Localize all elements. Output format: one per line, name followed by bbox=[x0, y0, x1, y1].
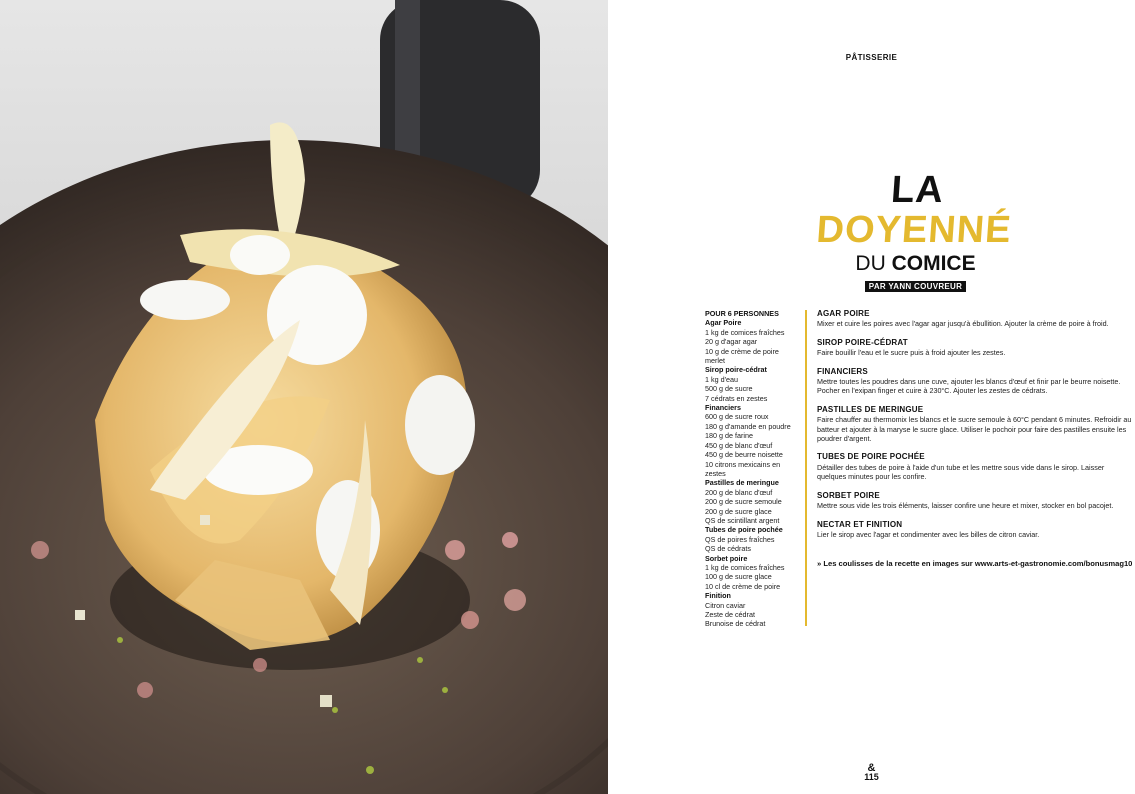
divider bbox=[805, 310, 807, 626]
ingredient-group-title: Sirop poire-cédrat bbox=[705, 365, 767, 375]
ingredient-line: QS de cédrats bbox=[705, 544, 751, 554]
bonus-link-prefix: » Les coulisses de la recette en images bbox=[817, 559, 959, 568]
page-number bbox=[608, 764, 1135, 782]
step-text: Faire bouillir l'eau et le sucre puis à froid ajouter les zestes. bbox=[817, 348, 1006, 358]
bonus-link-mid: sur bbox=[958, 559, 975, 568]
bonus-link[interactable] bbox=[817, 559, 1135, 568]
ingredient-line: QS de scintillant argent bbox=[705, 515, 780, 525]
recipe-title bbox=[808, 170, 1023, 294]
ingredient-line: 450 g de beurre noisette bbox=[705, 450, 783, 460]
step-text: Lier le sirop avec l'agar et condimenter avec les billes de citron caviar. bbox=[817, 529, 1040, 539]
step-item bbox=[817, 491, 1135, 511]
title-line-1 bbox=[805, 170, 1026, 250]
ingredient-line: 100 g de sucre glace bbox=[705, 572, 772, 582]
step-title: AGAR POIRE bbox=[817, 309, 870, 318]
ampersand-logo: & bbox=[867, 762, 876, 774]
step-item bbox=[817, 309, 1135, 329]
step-title: PASTILLES DE MERINGUE bbox=[817, 404, 924, 414]
step-title: TUBES DE POIRE POCHÉE bbox=[817, 452, 925, 462]
ingredient-line: merlet bbox=[705, 356, 725, 366]
ingredient-line: QS de poires fraîches bbox=[705, 534, 775, 544]
ingredient-line: 1 kg de comices fraîches bbox=[705, 327, 785, 337]
title-word-doyenne: DOYENNÉ bbox=[815, 209, 1014, 251]
ingredient-line: Citron caviar bbox=[705, 600, 746, 610]
ingredient-group-title: Pastilles de meringue bbox=[705, 478, 779, 488]
ingredient-group-title: Finition bbox=[705, 591, 731, 601]
ingredient-line: 1 kg de comices fraîches bbox=[705, 562, 785, 572]
ingredient-line: Zeste de cédrat bbox=[705, 610, 755, 619]
ingredient-line: 10 cl de crème de poire bbox=[705, 581, 781, 591]
ingredient-group-title: Tubes de poire pochée bbox=[705, 525, 783, 535]
step-item bbox=[817, 367, 1135, 396]
ingredient-line: 200 g de sucre glace bbox=[705, 506, 772, 516]
title-word-la: LA bbox=[889, 169, 944, 211]
ingredient-line: 200 g de blanc d'œuf bbox=[705, 487, 773, 497]
title-word-comice: COMICE bbox=[891, 252, 976, 275]
ingredient-line: zestes bbox=[705, 468, 726, 478]
ingredient-group-title: Agar Poire bbox=[705, 318, 742, 328]
bonus-link-url[interactable]: www.arts-et-gastronomie.com/bonusmag10 bbox=[974, 559, 1133, 568]
section-tag: PÂTISSERIE bbox=[845, 53, 898, 62]
ingredient-line: 180 g d'amande en poudre bbox=[705, 421, 791, 431]
ingredient-line: 20 g d'agar agar bbox=[705, 337, 758, 347]
ingredient-line: 7 cédrats en zestes bbox=[705, 393, 768, 403]
ingredients-list bbox=[705, 309, 805, 629]
ingredient-line: 180 g de farine bbox=[705, 431, 753, 441]
step-item bbox=[817, 520, 1135, 540]
step-text: Mettre sous vide les trois éléments, laisser confire une heure et mixer, stocker en bol pacojet. bbox=[817, 501, 1114, 511]
step-item bbox=[817, 338, 1135, 358]
title-line-2 bbox=[808, 252, 1023, 276]
ingredient-line: 500 g de sucre bbox=[705, 384, 753, 394]
ingredient-line: 10 g de crème de poire bbox=[705, 346, 779, 356]
page-number-value: 115 bbox=[864, 772, 879, 782]
step-item bbox=[817, 452, 1135, 481]
title-word-du: DU bbox=[855, 252, 886, 275]
ingredients-lines bbox=[705, 318, 805, 628]
ingredient-group-title: Financiers bbox=[705, 403, 741, 413]
step-text: Faire chauffer au thermomix les blancs et le sucre semoule à 60°C pendant 6 minutes. Refroidir au batteur et ajouter à la maryse le sucre glace. Utiliser le pochoir pour faire des pastilles ensuite les poudrer d'argent. bbox=[817, 415, 1132, 444]
steps-list bbox=[817, 309, 1135, 548]
ingredients-title: POUR 6 PERSONNES bbox=[705, 309, 779, 318]
recipe-page bbox=[608, 0, 1135, 794]
step-text: Détailler des tubes de poire à l'aide d'un tube et les mettre sous vide dans le sirop. Laisser quelques minutes pour les confire. bbox=[817, 462, 1105, 482]
step-item bbox=[817, 405, 1135, 444]
step-text: Mettre toutes les poudres dans une cuve, ajouter les blancs d'œuf et finir par le beurre noisette. Pocher en l'exipan finger et cuire à 230°C. Ajouter les zestes de cédrats. bbox=[817, 377, 1121, 396]
ingredient-line: 10 citrons mexicains en bbox=[705, 459, 781, 469]
ingredient-line: 200 g de sucre semoule bbox=[705, 497, 782, 507]
step-title: SORBET POIRE bbox=[817, 490, 880, 500]
step-title: SIROP POIRE-CÉDRAT bbox=[817, 337, 908, 347]
ingredient-line: Brunoise de cédrat bbox=[705, 619, 766, 629]
ingredient-group-title: Sorbet poire bbox=[705, 553, 748, 563]
ingredient-line: 1 kg d'eau bbox=[705, 374, 738, 384]
step-title: NECTAR ET FINITION bbox=[817, 519, 903, 529]
step-text: Mixer et cuire les poires avec l'agar agar jusqu'à ébullition. Ajouter la crème de poire à froid. bbox=[817, 319, 1109, 329]
byline: PAR YANN COUVREUR bbox=[865, 281, 966, 292]
step-title: FINANCIERS bbox=[817, 366, 868, 376]
ingredient-line: 450 g de blanc d'œuf bbox=[705, 440, 773, 450]
ingredient-line: 600 g de sucre roux bbox=[705, 412, 769, 422]
